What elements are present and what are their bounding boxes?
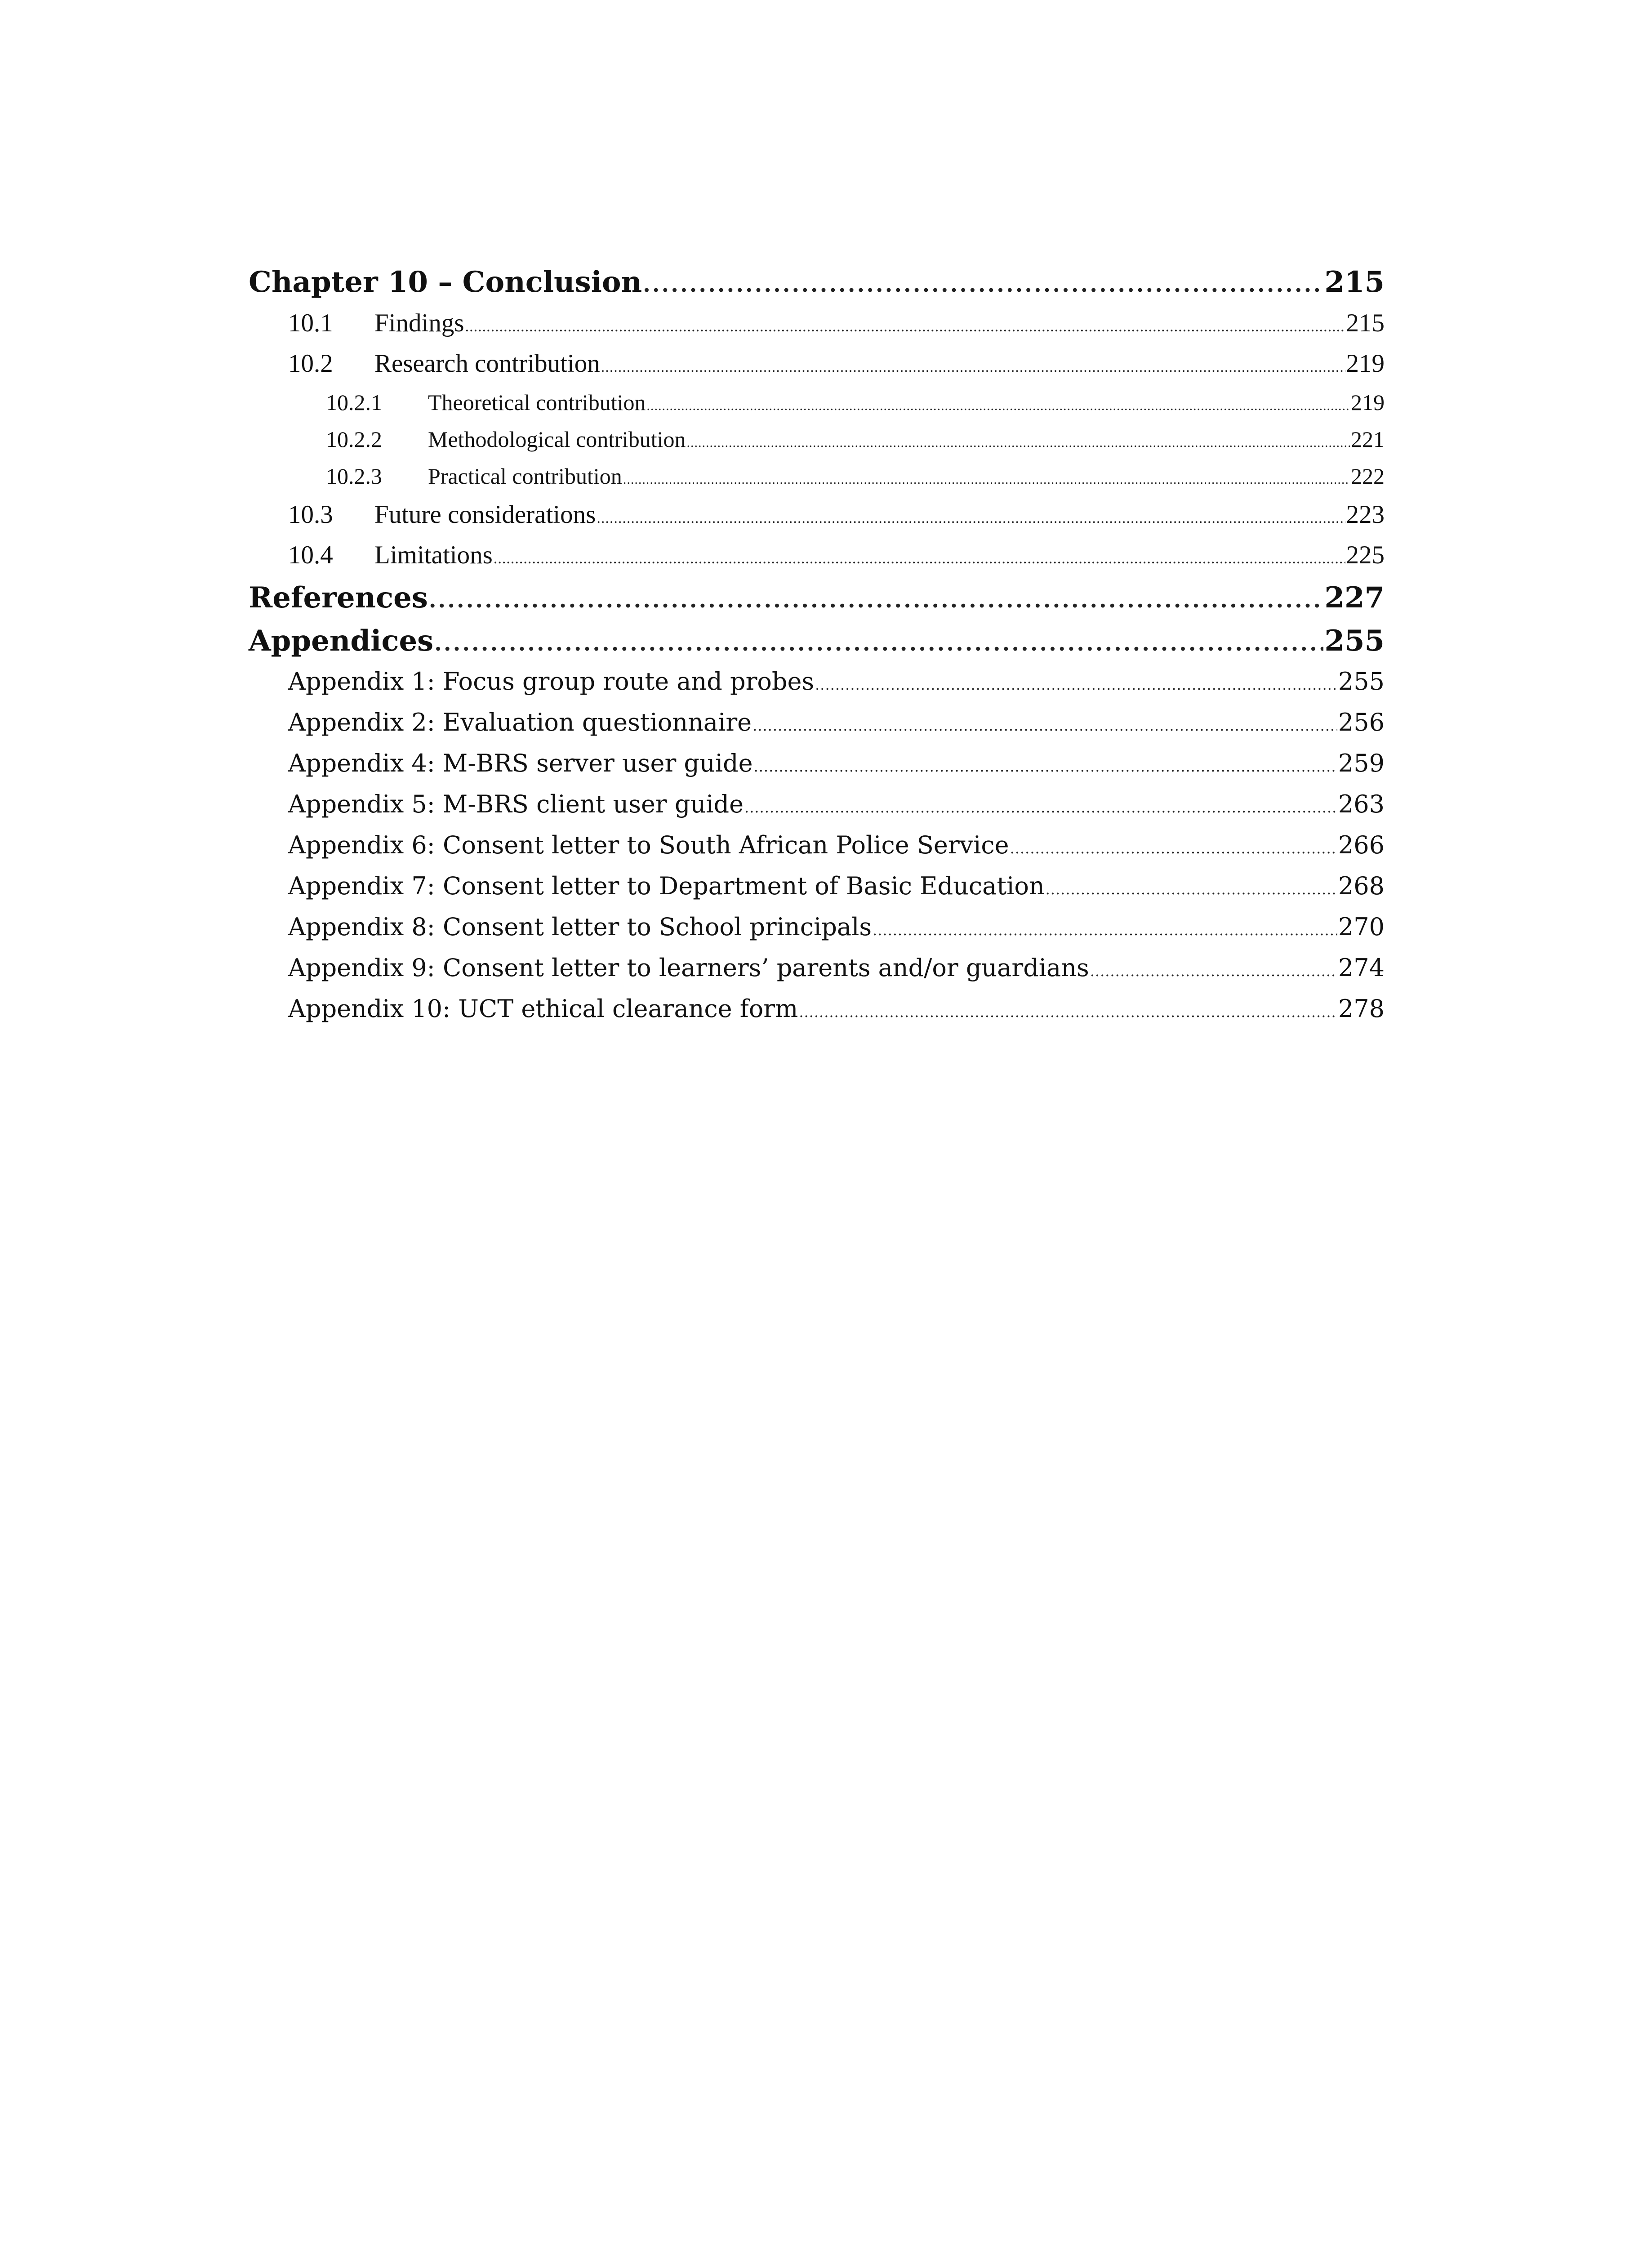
toc-entry-title: Future considerations — [374, 500, 596, 529]
toc-entry-10-3[interactable] — [249, 500, 1385, 540]
toc-entry-title: References — [249, 581, 428, 615]
toc-entry-number: 10.2.2 — [326, 427, 382, 452]
toc-entry-appendix-2[interactable] — [249, 708, 1385, 749]
toc-entry-title: Chapter 10 – Conclusion — [249, 265, 642, 299]
dot-leader — [429, 588, 1324, 613]
dot-leader — [744, 799, 1337, 816]
toc-entry-title: Theoretical contribution — [428, 390, 646, 415]
dot-leader — [687, 435, 1350, 450]
dot-leader — [753, 717, 1337, 734]
toc-entry-appendix-6[interactable] — [249, 831, 1385, 872]
toc-entry-page: 221 — [1351, 427, 1385, 452]
toc-entry-appendix-4[interactable] — [249, 749, 1385, 790]
toc-entry-number: 10.2.3 — [326, 464, 382, 489]
toc-entry-page: 270 — [1338, 913, 1385, 941]
toc-entry-10-2[interactable] — [249, 349, 1385, 389]
toc-entry-number: 10.1 — [288, 309, 333, 337]
toc-entry-title: Appendix 1: Focus group route and probes — [288, 667, 815, 696]
dot-leader — [1010, 840, 1337, 857]
toc-entry-title: Appendix 7: Consent letter to Department of Basic Education — [288, 872, 1045, 900]
toc-entry-page: 266 — [1338, 831, 1385, 859]
toc-entry-page: 255 — [1338, 667, 1385, 696]
toc-entry-appendix-5[interactable] — [249, 790, 1385, 831]
dot-leader — [597, 510, 1345, 527]
toc-entry-chapter-10[interactable] — [249, 265, 1385, 308]
toc-entry-title: Findings — [374, 309, 464, 337]
toc-entry-page: 225 — [1346, 541, 1385, 569]
toc-entry-page: 219 — [1351, 390, 1385, 415]
dot-leader — [1090, 963, 1337, 980]
dot-leader — [754, 758, 1337, 775]
dot-leader — [623, 472, 1350, 487]
toc-entry-page: 256 — [1338, 708, 1385, 736]
toc-entry-appendix-7[interactable] — [249, 872, 1385, 913]
toc-entry-title: Appendix 8: Consent letter to School principals — [288, 913, 872, 941]
toc-entry-title: Appendix 5: M-BRS client user guide — [288, 790, 744, 818]
toc-entry-page: 259 — [1338, 749, 1385, 777]
toc-entry-page: 222 — [1351, 464, 1385, 489]
toc-entry-number: 10.2.1 — [326, 390, 382, 415]
toc-entry-title: Appendix 2: Evaluation questionnaire — [288, 708, 752, 736]
toc-entry-title: Appendices — [249, 624, 434, 658]
toc-entry-appendices[interactable] — [249, 624, 1385, 667]
toc-entry-title: Appendix 9: Consent letter to learners’ parents and/or guardians — [288, 954, 1089, 982]
dot-leader — [465, 318, 1345, 335]
toc-entry-title: Methodological contribution — [428, 427, 686, 452]
toc-entry-10-2-3[interactable] — [249, 463, 1385, 500]
toc-entry-references[interactable] — [249, 581, 1385, 624]
toc-entry-page: 215 — [1346, 309, 1385, 337]
toc-entry-10-2-1[interactable] — [249, 389, 1385, 426]
toc-entry-appendix-1[interactable] — [249, 667, 1385, 708]
toc-entry-10-2-2[interactable] — [249, 426, 1385, 463]
toc-entry-page: 278 — [1338, 995, 1385, 1023]
toc-entry-appendix-9[interactable] — [249, 954, 1385, 995]
toc-entry-10-4[interactable] — [249, 540, 1385, 581]
toc-entry-title: Appendix 6: Consent letter to South African Police Service — [288, 831, 1009, 859]
dot-leader — [494, 550, 1345, 567]
toc-entry-10-1[interactable] — [249, 308, 1385, 349]
toc-entry-title: Appendix 10: UCT ethical clearance form — [288, 995, 798, 1023]
toc-entry-page: 227 — [1324, 581, 1385, 615]
toc-entry-page: 274 — [1338, 954, 1385, 982]
toc-entry-page: 263 — [1338, 790, 1385, 818]
toc-entry-title: Research contribution — [374, 349, 600, 378]
dot-leader — [647, 398, 1350, 414]
toc-entry-number: 10.2 — [288, 349, 333, 378]
toc-entry-appendix-8[interactable] — [249, 913, 1385, 954]
toc-entry-page: 268 — [1338, 872, 1385, 900]
dot-leader — [1046, 881, 1337, 898]
toc-entry-number: 10.3 — [288, 500, 333, 529]
dot-leader — [434, 631, 1323, 656]
dot-leader — [873, 922, 1337, 939]
toc-entry-appendix-10[interactable] — [249, 995, 1385, 1035]
toc-entry-page: 255 — [1324, 624, 1385, 658]
dot-leader — [601, 359, 1345, 376]
toc-entry-title: Limitations — [374, 541, 493, 569]
toc-entry-page: 223 — [1346, 500, 1385, 529]
toc-entry-number: 10.4 — [288, 541, 333, 569]
dot-leader — [799, 1004, 1337, 1021]
table-of-contents — [249, 265, 1385, 1035]
dot-leader — [815, 676, 1337, 693]
dot-leader — [643, 272, 1323, 297]
toc-entry-title: Practical contribution — [428, 464, 622, 489]
toc-entry-page: 219 — [1346, 349, 1385, 378]
toc-entry-title: Appendix 4: M-BRS server user guide — [288, 749, 753, 777]
toc-entry-page: 215 — [1324, 265, 1385, 299]
